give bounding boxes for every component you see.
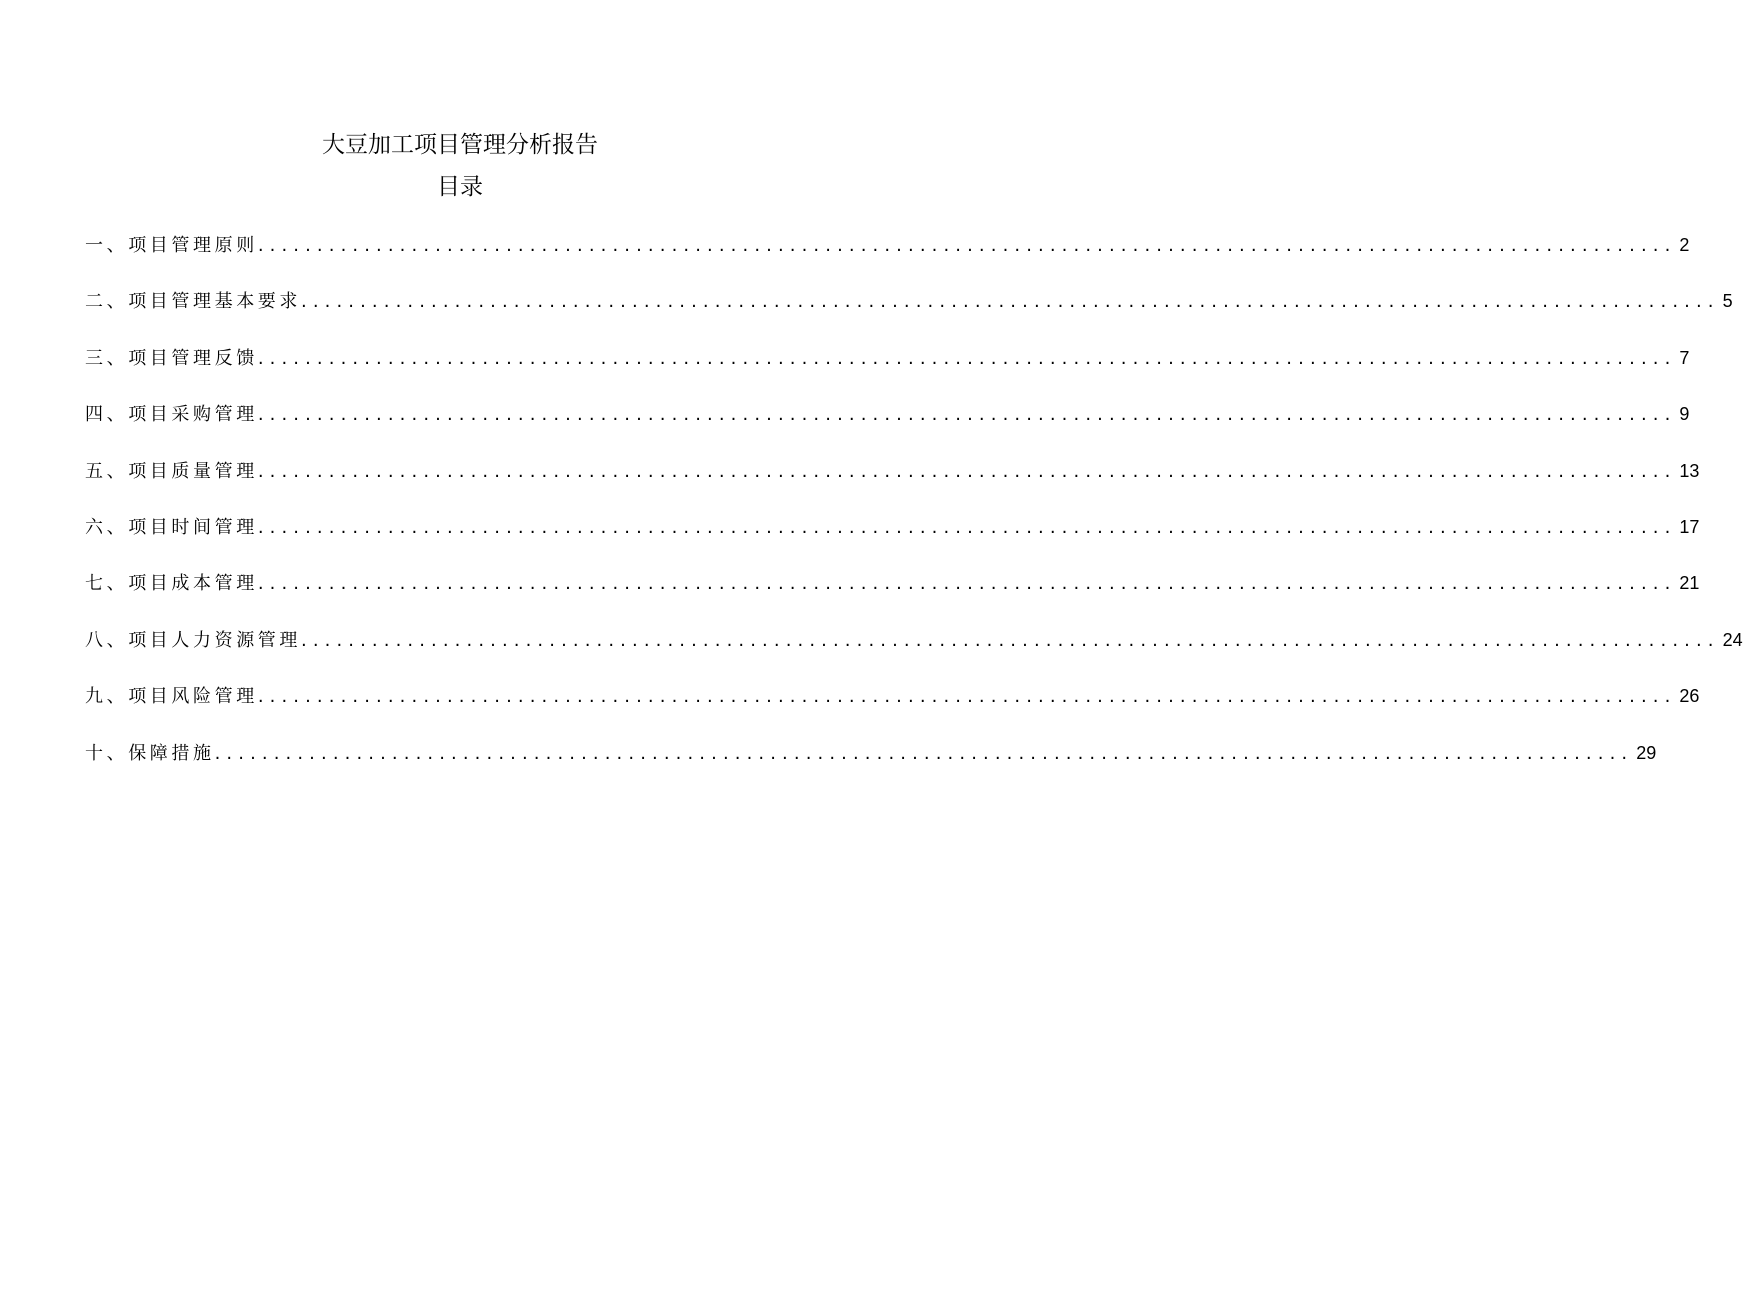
- toc-entry-label: 一、项目管理原则: [85, 235, 258, 256]
- toc-entry-label: 四、项目采购管理: [85, 404, 258, 426]
- toc-entry-label: 九、项目风险管理: [85, 686, 258, 708]
- toc-entry[interactable]: [85, 625, 1743, 681]
- toc-entry[interactable]: [85, 343, 1690, 399]
- document-title: 大豆加工项目管理分析报告: [322, 132, 598, 158]
- toc-entry-label: 三、项目管理反馈: [85, 347, 258, 369]
- toc-entry-page: 5: [1722, 291, 1733, 312]
- toc-entry[interactable]: [85, 681, 1700, 737]
- table-of-contents: [85, 230, 1743, 794]
- toc-entry[interactable]: [85, 456, 1700, 512]
- toc-entry[interactable]: [85, 286, 1733, 342]
- toc-entry[interactable]: [85, 512, 1700, 568]
- toc-entry-page: 7: [1679, 347, 1690, 368]
- toc-entry-page: 9: [1679, 404, 1690, 425]
- toc-entry-label: 五、项目质量管理: [85, 460, 258, 482]
- toc-dot-leader: ........................................................................................................................: [214, 742, 1634, 764]
- toc-dot-leader: ........................................................................................................................: [257, 235, 1677, 256]
- toc-entry-label: 十、保障措施: [85, 742, 215, 764]
- toc-entry-page: 17: [1679, 516, 1700, 537]
- toc-heading: 目录: [437, 174, 483, 200]
- toc-dot-leader: ........................................................................................................................: [257, 686, 1677, 708]
- toc-entry-page: 29: [1636, 742, 1657, 763]
- toc-dot-leader: ........................................................................................................................: [301, 629, 1720, 651]
- toc-dot-leader: ........................................................................................................................: [257, 460, 1677, 482]
- toc-entry[interactable]: [85, 399, 1690, 455]
- toc-entry-label: 八、项目人力资源管理: [85, 629, 301, 651]
- toc-dot-leader: ........................................................................................................................: [257, 516, 1677, 538]
- toc-entry-page: 21: [1679, 573, 1700, 594]
- toc-entry[interactable]: [85, 568, 1700, 624]
- toc-entry[interactable]: [85, 230, 1690, 286]
- toc-dot-leader: ........................................................................................................................: [257, 404, 1677, 426]
- toc-entry-label: 七、项目成本管理: [85, 573, 258, 595]
- toc-entry-label: 二、项目管理基本要求: [85, 291, 301, 313]
- toc-entry[interactable]: [85, 738, 1657, 794]
- toc-entry-label: 六、项目时间管理: [85, 516, 258, 538]
- toc-entry-page: 24: [1722, 629, 1743, 650]
- toc-dot-leader: ........................................................................................................................: [257, 573, 1677, 595]
- toc-entry-page: 2: [1679, 235, 1690, 255]
- toc-dot-leader: ........................................................................................................................: [257, 347, 1677, 369]
- toc-entry-page: 26: [1679, 686, 1700, 707]
- toc-dot-leader: ........................................................................................................................: [301, 291, 1720, 313]
- toc-entry-page: 13: [1679, 460, 1700, 481]
